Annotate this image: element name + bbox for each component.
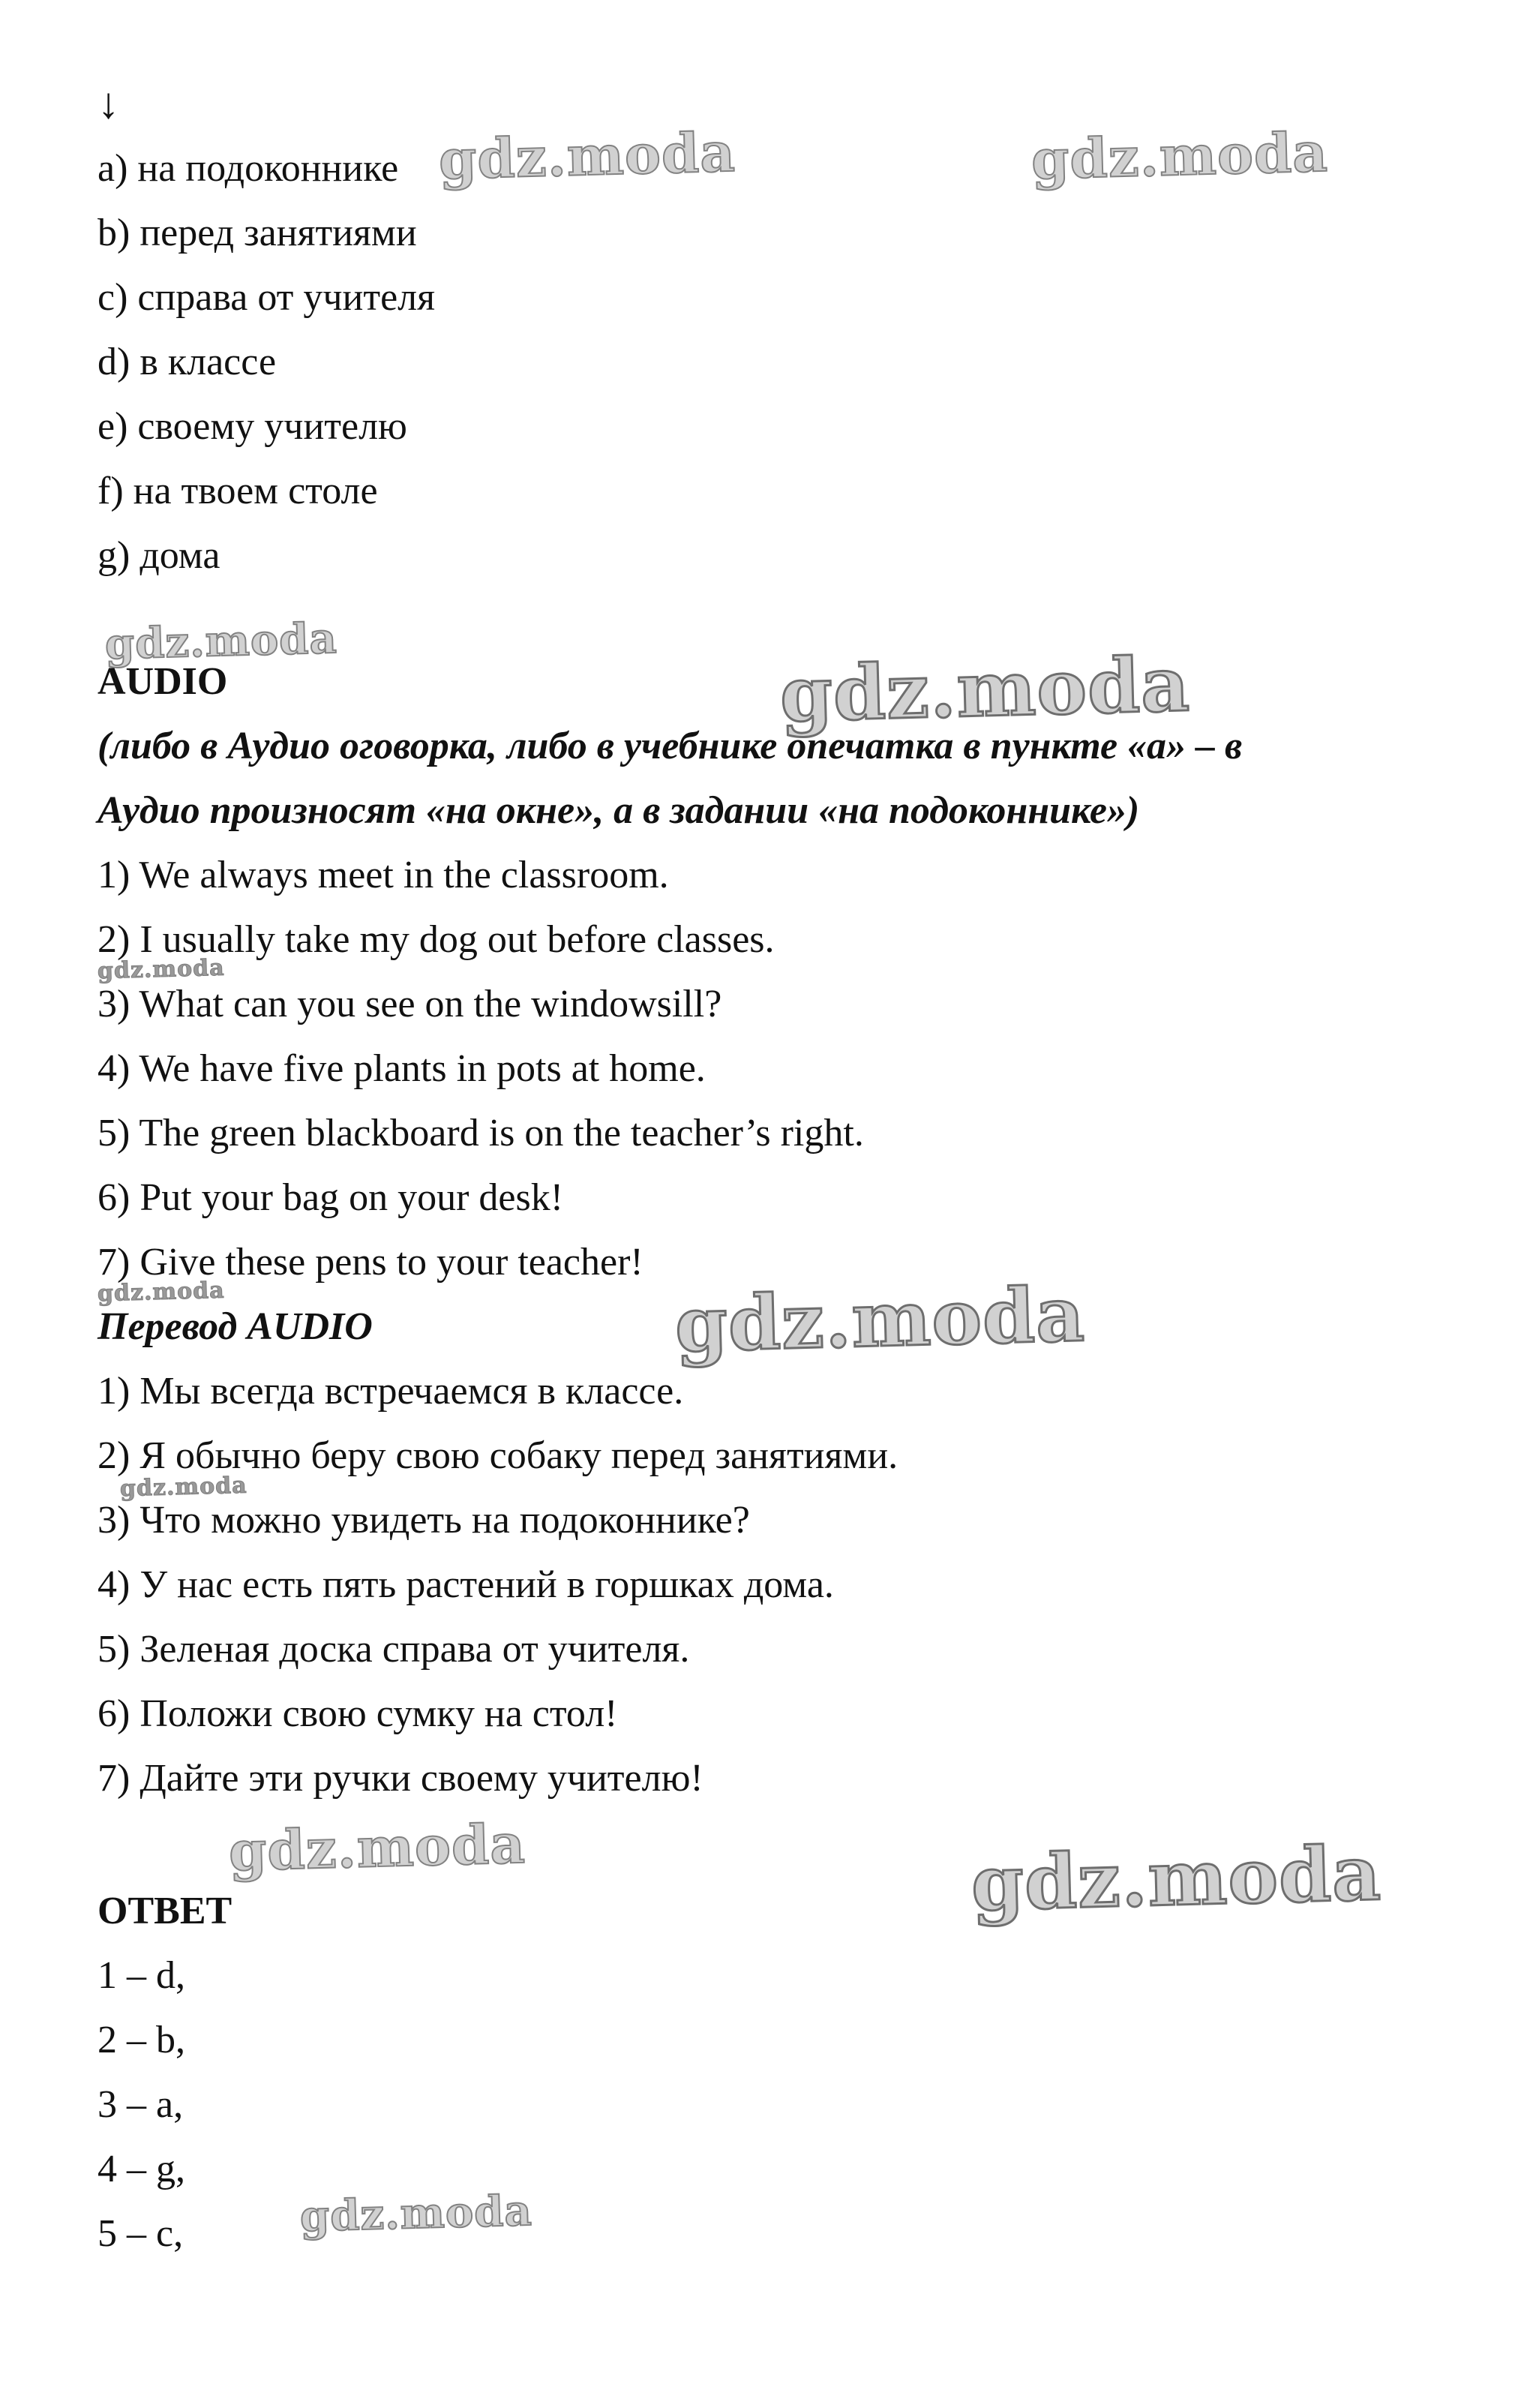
option-a: a) на подоконнике [98,147,399,190]
audio-line-3: 3) What can you see on the windowsill? [98,983,722,1025]
audio-line-2: 2) I usually take my dog out before classes. [98,918,775,961]
watermark: gdz.moda [227,1811,526,1884]
translation-line-2: 2) Я обычно беру свою собаку перед занятиями. [98,1434,898,1477]
option-g: g) дома [98,534,220,577]
translation-line-6: 6) Положи свою сумку на стол! [98,1692,618,1735]
answer-1: 1 – d, [98,1954,185,1997]
down-arrow-icon: ↓ [98,79,119,128]
watermark: gdz.moda [970,1828,1383,1929]
audio-heading: AUDIO [98,660,228,703]
answer-3: 3 – a, [98,2083,184,2126]
audio-note-line-2: Аудио произносят «на окне», а в задании «на подоконнике») [98,789,1140,832]
translation-line-5: 5) Зеленая доска справа от учителя. [98,1628,690,1671]
answer-heading: ОТВЕТ [98,1890,232,1932]
audio-line-5: 5) The green blackboard is on the teacher’s right. [98,1112,864,1154]
audio-line-7: 7) Give these pens to your teacher! [98,1241,644,1284]
translation-heading: Перевод AUDIO [98,1305,373,1348]
watermark: gdz.moda [104,613,338,670]
audio-line-1: 1) We always meet in the classroom. [98,854,669,896]
option-d: d) в классе [98,341,277,383]
watermark: gdz.moda [437,119,736,192]
watermark: gdz.moda [119,1472,248,1503]
answer-5: 5 – c, [98,2212,184,2255]
answer-4: 4 – g, [98,2148,185,2190]
watermark: gdz.moda [97,1277,226,1308]
option-c: c) справа от учителя [98,276,436,319]
translation-line-1: 1) Мы всегда встречаемся в классе. [98,1370,684,1413]
translation-line-7: 7) Дайте эти ручки своему учителю! [98,1757,704,1800]
option-e: e) своему учителю [98,405,407,448]
audio-note-line-1: (либо в Аудио оговорка, либо в учебнике опечатка в пункте «а» – в [98,725,1243,767]
option-f: f) на твоем столе [98,470,378,512]
answer-2: 2 – b, [98,2019,185,2061]
watermark: gdz.moda [674,1269,1087,1370]
translation-line-4: 4) У нас есть пять растений в горшках дома. [98,1563,834,1606]
audio-line-6: 6) Put your bag on your desk! [98,1176,564,1219]
watermark: gdz.moda [97,954,226,985]
option-b: b) перед занятиями [98,212,417,254]
translation-line-3: 3) Что можно увидеть на подоконнике? [98,1499,750,1542]
watermark: gdz.moda [1030,119,1329,192]
watermark: gdz.moda [778,639,1192,740]
watermark: gdz.moda [299,2185,533,2242]
audio-line-4: 4) We have five plants in pots at home. [98,1047,706,1090]
